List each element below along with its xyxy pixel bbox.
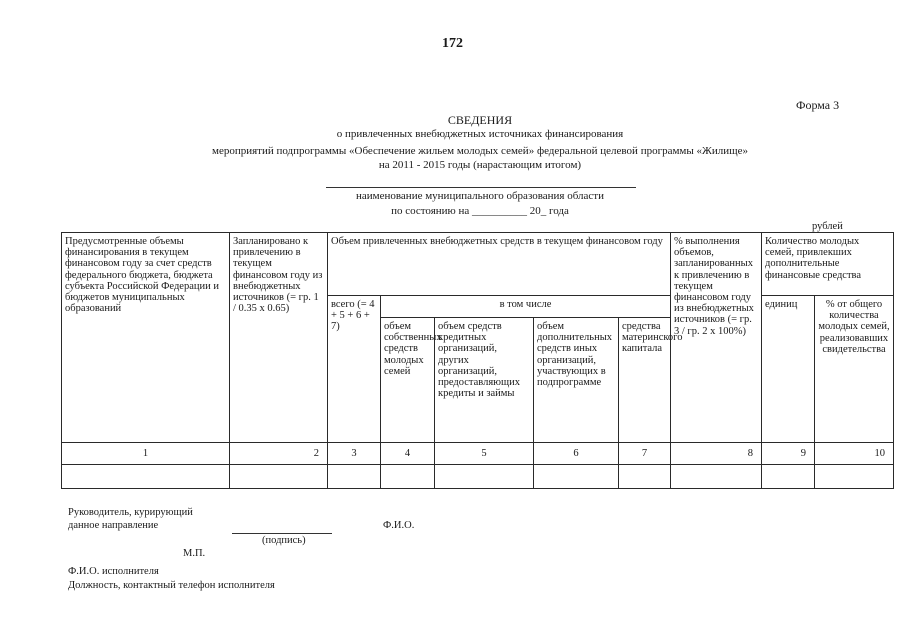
units-label: рублей	[812, 221, 843, 232]
data-cell	[435, 465, 534, 489]
data-cell	[230, 465, 328, 489]
header-col-10: % от общего количества молодых семей, реализовавших свидетельства	[815, 296, 894, 443]
header-col-5: объем средств кредитных организаций, других организаций, предоставляющих кредиты и займы	[435, 318, 534, 443]
data-cell	[671, 465, 762, 489]
data-cell	[619, 465, 671, 489]
header-col-4: объем собственных средств молодых семей	[381, 318, 435, 443]
document-subtitle: о привлеченных внебюджетных источниках финансирования	[336, 128, 624, 140]
municipality-blank-line	[326, 187, 636, 188]
column-number: 3	[328, 443, 381, 465]
header-col-3: всего (= 4 + 5 + 6 + 7)	[328, 296, 381, 443]
data-cell	[381, 465, 435, 489]
form-label: Форма 3	[796, 98, 840, 112]
fio-label: Ф.И.О.	[383, 520, 415, 531]
column-number: 4	[381, 443, 435, 465]
column-number: 8	[671, 443, 762, 465]
header-including: в том числе	[381, 296, 671, 318]
data-cell	[762, 465, 815, 489]
data-cell	[815, 465, 894, 489]
column-number: 6	[534, 443, 619, 465]
header-col-8: % выполнения объемов, запланированных к привлечению в текущем финансовом году из внебюджетных источников (= гр. 3 / гр. 2 x 100%)	[671, 233, 762, 443]
header-col-7: средства материнского капитала	[619, 318, 671, 443]
header-col-2: Запланировано к привлечению в текущем финансовом году из внебюджетных источников (= гр. 1 / 0.35 x 0.65)	[230, 233, 328, 443]
header-col-9: единиц	[762, 296, 815, 443]
column-number: 9	[762, 443, 815, 465]
header-col-1: Предусмотренные объемы финансирования в текущем финансовом году за счет средств федерального бюджета, бюджета субъекта Российской Федерации и бюджетов муниципальных образований	[62, 233, 230, 443]
data-cell	[62, 465, 230, 489]
header-col-6: объем дополнительных средств иных организаций, участвующих в подпрограмме	[534, 318, 619, 443]
column-number: 1	[62, 443, 230, 465]
column-number: 2	[230, 443, 328, 465]
program-name: мероприятий подпрограммы «Обеспечение жильем молодых семей» федеральной целевой программы «Жилище»	[211, 145, 749, 157]
signature-line	[232, 533, 332, 534]
column-number: 7	[619, 443, 671, 465]
column-number: 5	[435, 443, 534, 465]
period-line: на 2011 - 2015 годы (нарастающим итогом)	[378, 159, 582, 171]
municipality-caption: наименование муниципального образования области	[355, 190, 605, 202]
data-cell	[534, 465, 619, 489]
executor-position-label: Должность, контактный телефон исполнителя	[68, 580, 275, 591]
financing-table	[61, 232, 894, 489]
document-title: СВЕДЕНИЯ	[447, 113, 513, 127]
page-number: 172	[442, 36, 463, 51]
head-title-line2: данное направление	[68, 520, 159, 531]
head-title-line1: Руководитель, курирующий	[68, 507, 193, 518]
header-group-extra-funds: Объем привлеченных внебюджетных средств в текущем финансовом году	[328, 233, 671, 296]
data-cell	[328, 465, 381, 489]
date-line: по состоянию на __________ 20_ года	[391, 205, 569, 217]
executor-label: Ф.И.О. исполнителя	[68, 566, 159, 577]
header-group-families: Количество молодых семей, привлекших дополнительные финансовые средства	[762, 233, 894, 296]
column-number: 10	[815, 443, 894, 465]
signature-caption: (подпись)	[262, 535, 306, 546]
stamp-label: М.П.	[183, 548, 206, 559]
